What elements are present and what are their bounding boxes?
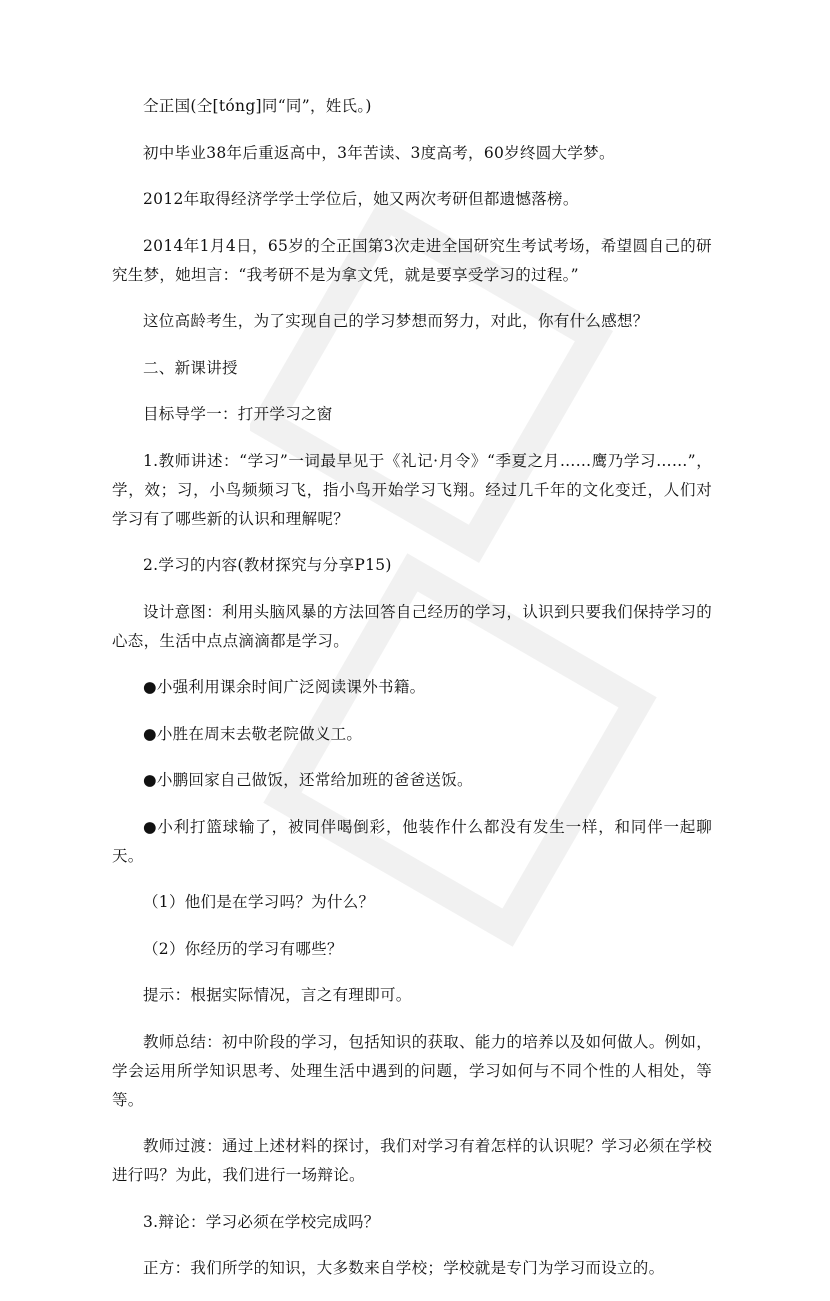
paragraph-teacher-transition: 教师过渡：通过上述材料的探讨，我们对学习有着怎样的认识呢？学习必须在学校进行吗？为此，我们进行一场辩论。 xyxy=(112,1137,712,1184)
question-item: （1）他们是在学习吗？为什么？ xyxy=(143,893,375,911)
paragraph-background: 初中毕业38年后重返高中，3年苦读、3度高考，60岁终圆大学梦。 xyxy=(143,143,615,162)
question-item: （2）你经历的学习有哪些？ xyxy=(143,939,343,958)
section-heading: 二、新课讲授 xyxy=(143,358,238,377)
document-body xyxy=(112,92,712,1301)
paragraph-learning-content: 2.学习的内容(教材探究与分享P15) xyxy=(143,556,392,574)
list-item: ●小鹏回家自己做饭，还常给加班的爸爸送饭。 xyxy=(143,771,473,789)
paragraph-teacher-narration: 1.教师讲述：“学习”一词最早见于《礼记·月令》“季夏之月……鹰乃学习……”，学，效；习，小鸟频频习飞，指小鸟开始学习飞翔。经过几千年的文化变迁，人们对学习有了哪些新的认识和理解呢？ xyxy=(112,451,712,528)
goal-heading: 目标导学一：打开学习之窗 xyxy=(143,405,333,423)
paragraph-degree: 2012年取得经济学学士学位后，她又两次考研但都遗憾落榜。 xyxy=(143,190,579,208)
paragraph-hint: 提示：根据实际情况，言之有理即可。 xyxy=(143,986,412,1004)
list-item: ●小利打篮球输了，被同伴喝倒彩，他装作什么都没有发生一样，和同伴一起聊天。 xyxy=(112,817,712,865)
list-item: ●小强利用课余时间广泛阅读课外书籍。 xyxy=(143,678,426,696)
paragraph-name-note: 仝正国(仝[tóng]同“同”，姓氏。) xyxy=(143,97,372,115)
paragraph-teacher-summary: 教师总结：初中阶段的学习，包括知识的获取、能力的培养以及如何做人。例如，学会运用所学知识思考、处理生活中遇到的问题，学习如何与不同个性的人相处，等等。 xyxy=(112,1032,712,1109)
paragraph-exam: 2014年1月4日，65岁的仝正国第3次走进全国研究生考试考场，希望圆自己的研究生梦，她坦言：“我考研不是为拿文凭，就是要享受学习的过程。” xyxy=(112,236,712,284)
paragraph-question: 这位高龄考生，为了实现自己的学习梦想而努力，对此，你有什么感想？ xyxy=(143,312,649,330)
paragraph-affirmative: 正方：我们所学的知识，大多数来自学校；学校就是专门为学习而设立的。 xyxy=(143,1259,665,1277)
paragraph-design-intent: 设计意图：利用头脑风暴的方法回答自己经历的学习，认识到只要我们保持学习的心态，生活中点点滴滴都是学习。 xyxy=(112,602,712,650)
paragraph-debate: 3.辩论：学习必须在学校完成吗？ xyxy=(143,1212,380,1231)
list-item: ●小胜在周末去敬老院做义工。 xyxy=(143,724,363,743)
